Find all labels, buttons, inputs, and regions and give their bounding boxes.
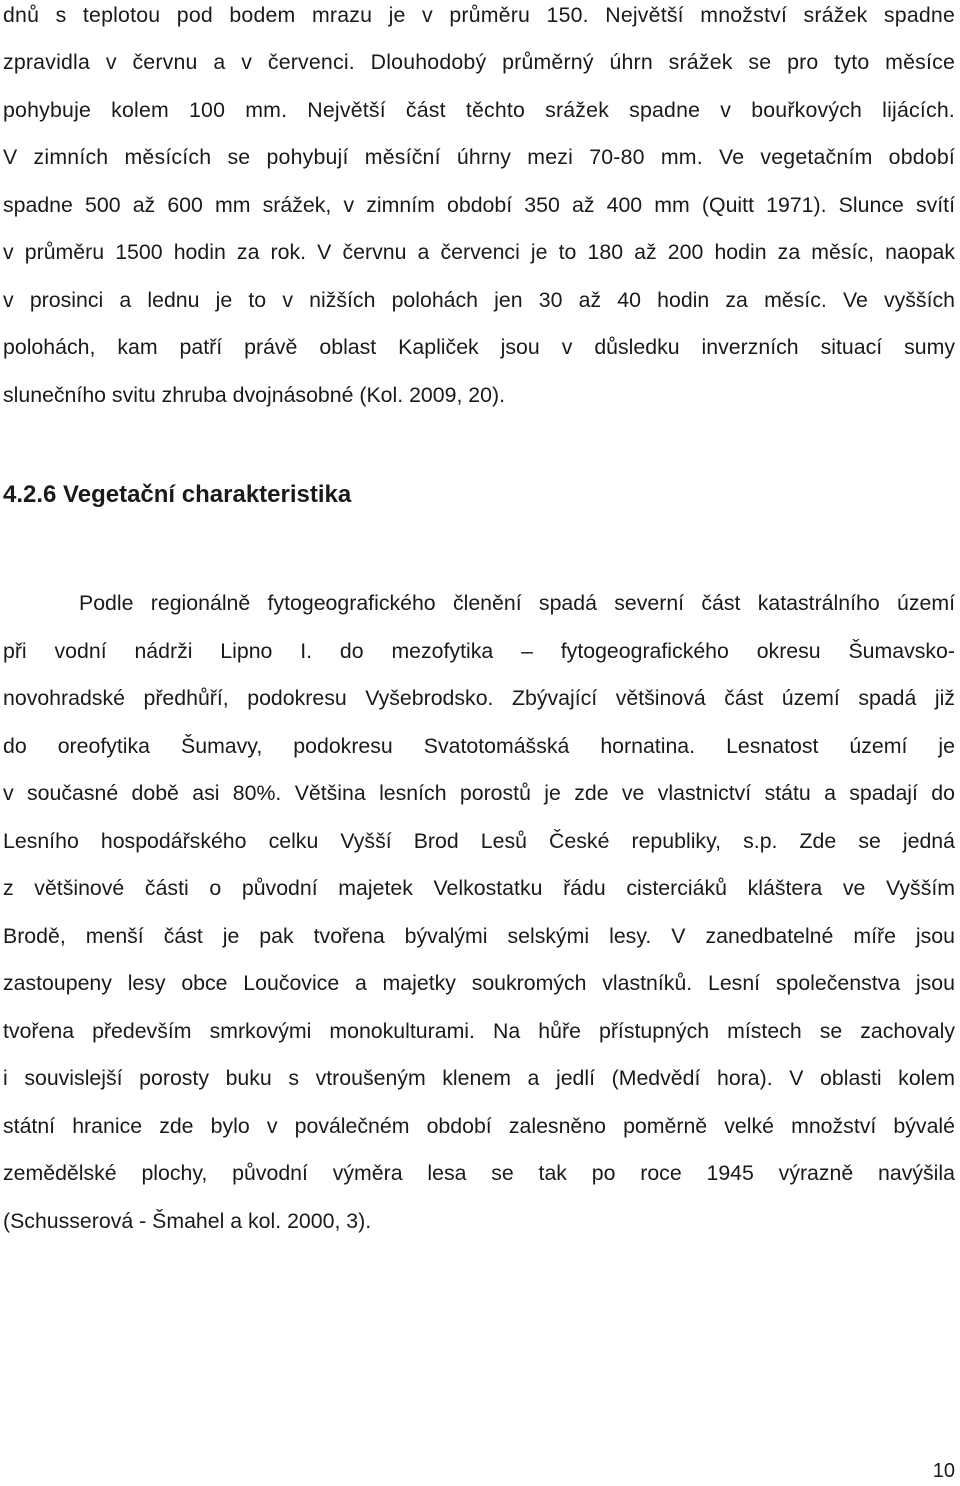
text-line: spadne 500 až 600 mm srážek, v zimním období 350 až 400 mm (Quitt 1971). Slunce svítí — [3, 193, 955, 217]
text-line: tvořena především smrkovými monokulturami. Na hůře přístupných místech se zachovaly — [3, 1019, 955, 1043]
text-line: z většinové části o původní majetek Velkostatku řádu cisterciáků kláštera ve Vyšším — [3, 876, 955, 900]
text-line: dnů s teplotou pod bodem mrazu je v průměru 150. Největší množství srážek spadne — [3, 3, 955, 27]
text-line: pohybuje kolem 100 mm. Největší část těchto srážek spadne v bouřkových lijácích. — [3, 98, 955, 122]
text-line: při vodní nádrži Lipno I. do mezofytika – fytogeografického okresu Šumavsko- — [3, 639, 955, 663]
text-line: i souvislejší porosty buku s vtroušeným klenem a jedlí (Medvědí hora). V oblasti kolem — [3, 1066, 955, 1090]
section-heading: 4.2.6 Vegetační charakteristika — [3, 481, 352, 508]
page-number: 10 — [932, 1460, 955, 1482]
text-line: zastoupeny lesy obce Loučovice a majetky soukromých vlastníků. Lesní společenstva jsou — [3, 971, 955, 995]
text-line: v prosinci a lednu je to v nižších polohách jen 30 až 40 hodin za měsíc. Ve vyšších — [3, 288, 955, 312]
text-line: slunečního svitu zhruba dvojnásobné (Kol. 2009, 20). — [3, 383, 505, 407]
text-line: (Schusserová - Šmahel a kol. 2000, 3). — [3, 1209, 372, 1233]
text-line: do oreofytika Šumavy, podokresu Svatotomášská hornatina. Lesnatost území je — [3, 734, 955, 758]
text-line: Podle regionálně fytogeografického členění spadá severní část katastrálního území — [79, 591, 955, 615]
text-line: novohradské předhůří, podokresu Vyšebrodsko. Zbývající většinová část území spadá již — [3, 686, 955, 710]
text-line: Lesního hospodářského celku Vyšší Brod Lesů České republiky, s.p. Zde se jedná — [3, 829, 955, 853]
text-line: Brodě, menší část je pak tvořena bývalými selskými lesy. V zanedbatelné míře jsou — [3, 924, 955, 948]
text-line: polohách, kam patří právě oblast Kapliček jsou v důsledku inverzních situací sumy — [3, 335, 955, 359]
text-line: zpravidla v červnu a v červenci. Dlouhodobý průměrný úhrn srážek se pro tyto měsíce — [3, 50, 955, 74]
text-line: v průměru 1500 hodin za rok. V červnu a červenci je to 180 až 200 hodin za měsíc, naopak — [3, 240, 955, 264]
text-line: zemědělské plochy, původní výměra lesa se tak po roce 1945 výrazně navýšila — [3, 1161, 955, 1185]
text-line: státní hranice zde bylo v poválečném období zalesněno poměrně velké množství bývalé — [3, 1114, 955, 1138]
text-line: v současné době asi 80%. Většina lesních porostů je zde ve vlastnictví státu a spadají do — [3, 781, 955, 805]
text-line: V zimních měsících se pohybují měsíční úhrny mezi 70-80 mm. Ve vegetačním období — [3, 145, 955, 169]
